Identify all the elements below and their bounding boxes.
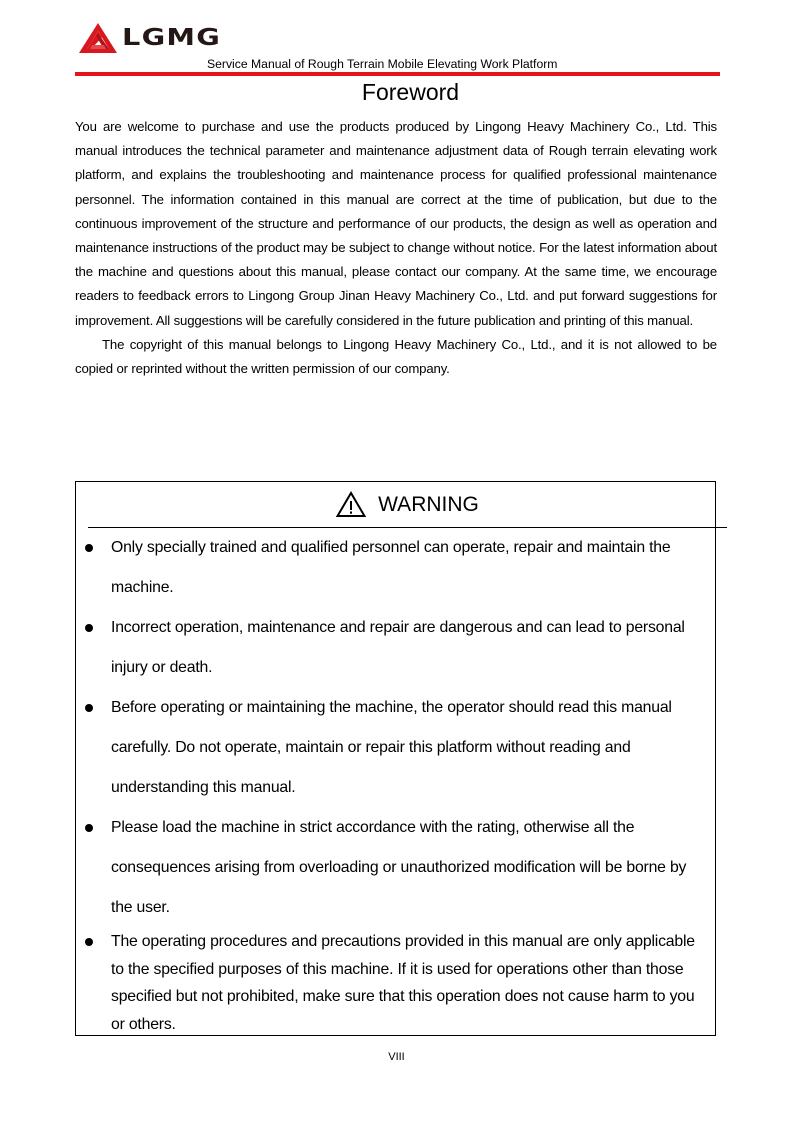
warning-item [76,808,715,928]
warning-item-text: Incorrect operation, maintenance and repair are dangerous and can lead to personal injury or death. [111,619,685,676]
warning-item [76,688,715,808]
warning-item [76,528,715,608]
bullet-icon [85,938,93,946]
logo-wordmark: LGMG [122,25,222,51]
page-number: VIII [388,1051,405,1063]
warning-item-text: Only specially trained and qualified personnel can operate, repair and maintain the machine. [111,539,671,596]
warning-header [88,482,727,528]
warning-list [76,528,715,1038]
bullet-icon [85,544,93,552]
warning-item-text: Before operating or maintaining the machine, the operator should read this manual carefully. Do not operate, maintain or repair this platform without reading and understanding this manual. [111,699,672,796]
lgmg-triangle-logo-icon [78,22,118,54]
company-logo [78,22,222,54]
warning-item [76,608,715,688]
bullet-icon [85,704,93,712]
page-title: Foreword [361,79,460,105]
warning-triangle-icon [336,491,366,518]
header-divider [75,72,720,76]
warning-box [75,481,716,1036]
manual-subtitle: Service Manual of Rough Terrain Mobile Elevating Work Platform [207,57,558,71]
warning-item-text: Please load the machine in strict accordance with the rating, otherwise all the consequences arising from overloading or unauthorized modification will be borne by the user. [111,819,687,916]
page-header [75,22,720,78]
copyright-paragraph: The copyright of this manual belongs to Lingong Heavy Machinery Co., Ltd., and it is not allowed to be copied or reprinted without the written permission of our company. [75,336,717,377]
foreword-body [75,115,717,381]
bullet-icon [85,624,93,632]
bullet-icon [85,824,93,832]
warning-heading: WARNING [378,492,479,516]
foreword-paragraph: You are welcome to purchase and use the products produced by Lingong Heavy Machinery Co., Ltd. This manual introduces the technical parameter and maintenance adjustment data of Rough terrain elevating work platform, and explains the troubleshooting and maintenance process for qualified professional maintenance personnel. The information contained in this manual are correct at the time of publication, but due to the continuous improvement of the structure and performance of our products, the design as well as operation and maintenance instructions of the product may be subject to change without notice. For the latest information about the machine and questions about this manual, please contact our company. At the same time, we encourage readers to feedback errors to Lingong Group Jinan Heavy Machinery Co., Ltd. and put forward suggestions for improvement. All suggestions will be carefully considered in the future publication and printing of this manual. [75,119,717,328]
warning-item [76,928,715,1038]
warning-item-text: The operating procedures and precautions provided in this manual are only applicable to the specified purposes of this machine. If it is used for operations other than those specified but not prohibited, make sure that this operation does not cause harm to you or others. [111,933,695,1033]
